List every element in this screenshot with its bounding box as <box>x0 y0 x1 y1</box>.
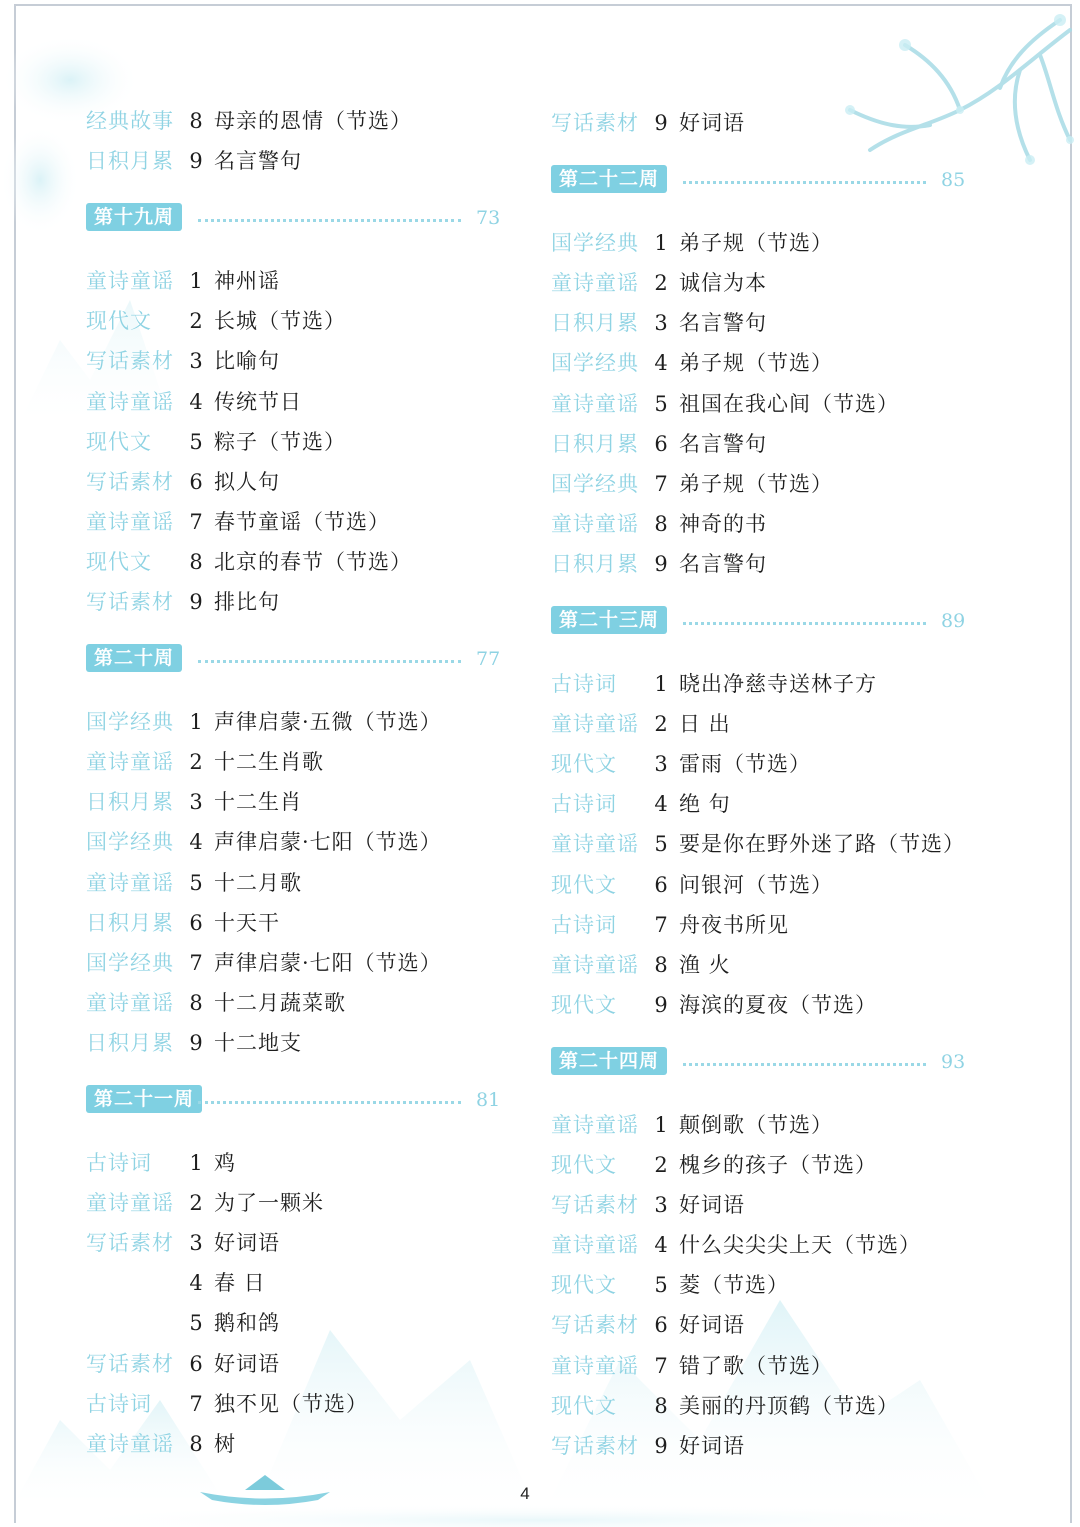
entry-title: 十天干 <box>214 910 280 935</box>
toc-entry[interactable] <box>551 1105 971 1145</box>
entry-category: 现代文 <box>86 549 152 574</box>
entry-number: 8 <box>189 1431 203 1456</box>
entry-category: 写话素材 <box>551 111 639 135</box>
entry-title: 好词语 <box>214 1351 280 1376</box>
toc-entry[interactable] <box>551 1305 971 1345</box>
toc-entry[interactable] <box>551 744 971 784</box>
week-badge: 第十九周 <box>86 203 182 231</box>
entry-number: 4 <box>189 1271 203 1296</box>
toc-entry[interactable] <box>86 822 506 862</box>
entry-number: 6 <box>654 431 668 456</box>
entry-title: 晓出净慈寺送林子方 <box>679 672 877 696</box>
entry-number: 6 <box>189 910 203 935</box>
toc-entry[interactable] <box>551 1346 971 1386</box>
toc-entry[interactable] <box>86 542 506 582</box>
dot-leader <box>198 1087 461 1104</box>
entry-title: 十二月蔬菜歌 <box>214 990 346 1015</box>
entry-number: 1 <box>654 672 668 696</box>
toc-entry[interactable] <box>86 983 506 1023</box>
entry-category: 童诗童谣 <box>551 1353 639 1378</box>
entry-title: 拟人句 <box>214 469 280 494</box>
toc-entry[interactable] <box>86 1023 506 1063</box>
toc-entry[interactable] <box>551 424 971 464</box>
entry-category: 童诗童谣 <box>551 952 639 977</box>
toc-entry[interactable] <box>86 782 506 822</box>
dot-leader <box>683 1049 926 1066</box>
toc-entry[interactable] <box>86 1384 506 1424</box>
entry-number: 5 <box>654 832 668 857</box>
entry-number: 8 <box>654 1393 668 1418</box>
entry-category: 日积月累 <box>86 910 174 935</box>
toc-entry[interactable] <box>551 1386 971 1426</box>
entry-category: 日积月累 <box>551 551 639 576</box>
entry-title: 独不见（节选） <box>214 1391 368 1416</box>
entry-title: 神州谣 <box>214 269 280 294</box>
entry-title: 排比句 <box>214 590 280 614</box>
entry-category: 国学经典 <box>86 830 174 855</box>
entry-number: 5 <box>189 429 203 454</box>
page-number: 4 <box>520 1484 530 1503</box>
entry-category: 写话素材 <box>551 1313 639 1338</box>
entry-category: 现代文 <box>551 1273 617 1298</box>
week-page-number: 81 <box>476 1089 501 1111</box>
week-heading[interactable] <box>551 163 981 197</box>
toc-entry[interactable] <box>86 1303 506 1343</box>
entry-title: 弟子规（节选） <box>679 351 833 376</box>
entry-category: 童诗童谣 <box>86 750 174 775</box>
entry-category: 日积月累 <box>86 149 174 174</box>
entry-category: 童诗童谣 <box>551 832 639 857</box>
entry-title: 错了歌（节选） <box>679 1353 833 1378</box>
week-badge: 第二十周 <box>86 644 182 672</box>
entry-number: 6 <box>654 872 668 897</box>
entry-number: 3 <box>654 752 668 777</box>
entry-number: 2 <box>654 271 668 296</box>
entry-title: 粽子（节选） <box>214 429 346 454</box>
toc-entry[interactable] <box>86 1223 506 1263</box>
entry-title: 海滨的夏夜（节选） <box>679 992 877 1017</box>
entry-number: 1 <box>189 1151 203 1175</box>
toc-entry[interactable] <box>86 261 506 301</box>
entry-number: 6 <box>189 469 203 494</box>
entry-title: 好词语 <box>679 111 745 135</box>
toc-entry[interactable] <box>86 1263 506 1303</box>
toc-entry[interactable] <box>551 464 971 504</box>
toc-entry[interactable] <box>551 544 971 584</box>
entry-title: 好词语 <box>679 1433 745 1458</box>
entry-title: 声律启蒙·五微（节选） <box>214 710 442 735</box>
week-badge: 第二十一周 <box>86 1085 202 1113</box>
entry-number: 1 <box>654 1112 668 1137</box>
entry-title: 弟子规（节选） <box>679 471 833 496</box>
entry-category: 现代文 <box>86 309 152 334</box>
entry-title: 声律启蒙·七阳（节选） <box>214 950 442 975</box>
entry-category: 童诗童谣 <box>86 269 174 294</box>
toc-entry[interactable] <box>551 1426 971 1466</box>
entry-number: 9 <box>189 149 203 174</box>
entry-category: 古诗词 <box>551 912 617 937</box>
entry-category: 国学经典 <box>86 950 174 975</box>
entry-title: 槐乡的孩子（节选） <box>679 1153 877 1177</box>
entry-title: 弟子规（节选） <box>679 231 833 256</box>
entry-category: 童诗童谣 <box>551 511 639 536</box>
entry-category: 古诗词 <box>86 1151 152 1175</box>
toc-entry[interactable] <box>86 462 506 502</box>
entry-number: 5 <box>189 870 203 895</box>
week-heading[interactable] <box>86 201 516 235</box>
toc-entry[interactable] <box>86 943 506 983</box>
dot-leader <box>683 608 926 625</box>
entry-title: 祖国在我心间（节选） <box>679 391 899 416</box>
entry-number: 3 <box>654 1193 668 1218</box>
toc-entry[interactable] <box>551 303 971 343</box>
toc-entry[interactable] <box>86 382 506 422</box>
entry-category: 日积月累 <box>551 431 639 456</box>
entry-number: 3 <box>654 311 668 336</box>
dot-leader <box>683 167 926 184</box>
toc-entry[interactable] <box>551 103 971 143</box>
entry-category: 现代文 <box>551 992 617 1017</box>
entry-title: 名言警句 <box>679 551 767 576</box>
toc-entry[interactable] <box>86 502 506 542</box>
entry-category: 童诗童谣 <box>86 1191 174 1216</box>
week-badge: 第二十四周 <box>551 1047 667 1075</box>
entry-number: 7 <box>654 912 668 937</box>
entry-number: 7 <box>189 950 203 975</box>
week-page-number: 73 <box>476 207 501 230</box>
entry-category: 童诗童谣 <box>86 990 174 1015</box>
entry-category: 写话素材 <box>86 1231 174 1256</box>
entry-category: 现代文 <box>551 752 617 777</box>
toc-entry[interactable] <box>551 504 971 544</box>
entry-title: 比喻句 <box>214 349 280 374</box>
entry-category: 写话素材 <box>551 1193 639 1218</box>
entry-number: 4 <box>189 389 203 414</box>
entry-number: 7 <box>654 1353 668 1378</box>
dot-leader <box>198 646 461 663</box>
entry-number: 9 <box>189 590 203 614</box>
entry-title: 渔 火 <box>679 952 731 977</box>
entry-number: 2 <box>189 309 203 334</box>
toc-entry[interactable] <box>86 1424 506 1464</box>
entry-category: 童诗童谣 <box>551 1112 639 1137</box>
entry-category: 童诗童谣 <box>86 389 174 414</box>
toc-entry[interactable] <box>86 101 506 141</box>
entry-number: 2 <box>189 750 203 775</box>
week-page-number: 89 <box>941 610 966 632</box>
entry-title: 鹅和鸽 <box>214 1311 280 1336</box>
toc-entry[interactable] <box>86 903 506 943</box>
toc-entry[interactable] <box>86 1344 506 1384</box>
toc-entry[interactable] <box>551 865 971 905</box>
week-page-number: 93 <box>941 1050 966 1073</box>
entry-title: 好词语 <box>679 1193 745 1218</box>
entry-title: 春 日 <box>214 1271 266 1296</box>
entry-category: 童诗童谣 <box>86 1431 174 1456</box>
week-badge: 第二十二周 <box>551 165 667 193</box>
entry-number: 4 <box>189 830 203 855</box>
entry-title: 十二生肖 <box>214 790 302 815</box>
entry-number: 9 <box>654 111 668 135</box>
entry-category: 日积月累 <box>86 790 174 815</box>
toc-entry[interactable] <box>86 742 506 782</box>
entry-category: 经典故事 <box>86 109 174 133</box>
entry-number: 7 <box>189 1391 203 1416</box>
toc-entry[interactable] <box>551 263 971 303</box>
toc-entry[interactable] <box>551 343 971 383</box>
entry-category: 写话素材 <box>86 590 174 614</box>
entry-title: 长城（节选） <box>214 309 346 334</box>
week-badge: 第二十三周 <box>551 606 667 634</box>
entry-number: 3 <box>189 1231 203 1256</box>
entry-number: 9 <box>654 1433 668 1458</box>
entry-category: 古诗词 <box>551 672 617 696</box>
entry-number: 8 <box>654 511 668 536</box>
entry-title: 春节童谣（节选） <box>214 509 390 534</box>
entry-number: 1 <box>189 710 203 735</box>
toc-entry[interactable] <box>86 301 506 341</box>
entry-number: 5 <box>654 1273 668 1298</box>
entry-title: 名言警句 <box>214 149 302 174</box>
toc-entry[interactable] <box>551 1265 971 1305</box>
toc-entry[interactable] <box>551 664 971 704</box>
toc-entry[interactable] <box>551 1145 971 1185</box>
entry-category: 写话素材 <box>86 349 174 374</box>
entry-number: 2 <box>189 1191 203 1216</box>
entry-title: 舟夜书所见 <box>679 912 789 937</box>
entry-title: 十二生肖歌 <box>214 750 324 775</box>
entry-number: 9 <box>654 992 668 1017</box>
entry-number: 2 <box>654 1153 668 1177</box>
entry-number: 8 <box>654 952 668 977</box>
entry-category: 童诗童谣 <box>551 1233 639 1258</box>
entry-title: 神奇的书 <box>679 511 767 536</box>
entry-title: 北京的春节（节选） <box>214 549 412 574</box>
toc-entry[interactable] <box>551 824 971 864</box>
entry-category: 日积月累 <box>551 311 639 336</box>
entry-title: 好词语 <box>679 1313 745 1338</box>
week-heading[interactable] <box>551 604 981 638</box>
entry-title: 问银河（节选） <box>679 872 833 897</box>
entry-title: 十二地支 <box>214 1030 302 1055</box>
week-heading[interactable] <box>551 1045 981 1079</box>
toc-entry[interactable] <box>86 422 506 462</box>
entry-category: 童诗童谣 <box>551 271 639 296</box>
entry-number: 3 <box>189 790 203 815</box>
toc-entry[interactable] <box>551 905 971 945</box>
week-heading[interactable] <box>86 1083 516 1117</box>
entry-category: 日积月累 <box>86 1030 174 1055</box>
entry-title: 诚信为本 <box>679 271 767 296</box>
entry-title: 名言警句 <box>679 431 767 456</box>
entry-category: 写话素材 <box>86 469 174 494</box>
entry-title: 树 <box>214 1431 236 1456</box>
entry-category: 写话素材 <box>86 1351 174 1376</box>
toc-entry[interactable] <box>86 582 506 622</box>
entry-number: 6 <box>654 1313 668 1338</box>
entry-title: 日 出 <box>679 712 731 737</box>
toc-entry[interactable] <box>551 985 971 1025</box>
entry-category: 现代文 <box>86 429 152 454</box>
entry-title: 菱（节选） <box>679 1273 789 1298</box>
entry-title: 什么尖尖尖上天（节选） <box>679 1233 921 1258</box>
entry-category: 写话素材 <box>551 1433 639 1458</box>
entry-number: 4 <box>654 792 668 817</box>
entry-title: 要是你在野外迷了路（节选） <box>679 832 965 857</box>
entry-category: 国学经典 <box>86 710 174 735</box>
entry-title: 母亲的恩情（节选） <box>214 109 412 133</box>
entry-number: 5 <box>189 1311 203 1336</box>
entry-number: 1 <box>189 269 203 294</box>
toc-entry[interactable] <box>551 704 971 744</box>
entry-title: 美丽的丹顶鹤（节选） <box>679 1393 899 1418</box>
entry-number: 4 <box>654 1233 668 1258</box>
entry-number: 8 <box>189 990 203 1015</box>
entry-number: 9 <box>189 1030 203 1055</box>
toc-entry[interactable] <box>86 1183 506 1223</box>
entry-title: 雷雨（节选） <box>679 752 811 777</box>
entry-number: 7 <box>189 509 203 534</box>
entry-category: 童诗童谣 <box>86 870 174 895</box>
entry-category: 现代文 <box>551 872 617 897</box>
entry-number: 8 <box>189 109 203 133</box>
entry-title: 鸡 <box>214 1151 236 1175</box>
entry-title: 十二月歌 <box>214 870 302 895</box>
entry-number: 9 <box>654 551 668 576</box>
entry-title: 为了一颗米 <box>214 1191 324 1216</box>
toc-entry[interactable] <box>86 341 506 381</box>
dot-leader <box>198 205 461 222</box>
week-page-number: 77 <box>476 648 501 671</box>
week-page-number: 85 <box>941 169 966 192</box>
toc-entry[interactable] <box>86 141 506 181</box>
entry-number: 8 <box>189 549 203 574</box>
entry-title: 名言警句 <box>679 311 767 336</box>
entry-category: 国学经典 <box>551 351 639 376</box>
entry-category: 现代文 <box>551 1153 617 1177</box>
toc-entry[interactable] <box>86 1143 506 1183</box>
entry-category: 童诗童谣 <box>551 712 639 737</box>
entry-category: 童诗童谣 <box>551 391 639 416</box>
entry-number: 3 <box>189 349 203 374</box>
entry-title: 绝 句 <box>679 792 731 817</box>
entry-category: 国学经典 <box>551 471 639 496</box>
entry-category: 现代文 <box>551 1393 617 1418</box>
entry-number: 6 <box>189 1351 203 1376</box>
toc-entry[interactable] <box>86 863 506 903</box>
entry-category: 古诗词 <box>86 1391 152 1416</box>
toc-entry[interactable] <box>551 384 971 424</box>
toc-entry[interactable] <box>551 223 971 263</box>
entry-title: 传统节日 <box>214 389 302 414</box>
entry-category: 古诗词 <box>551 792 617 817</box>
toc-entry[interactable] <box>86 702 506 742</box>
entry-number: 4 <box>654 351 668 376</box>
entry-number: 7 <box>654 471 668 496</box>
entry-number: 5 <box>654 391 668 416</box>
entry-category: 童诗童谣 <box>86 509 174 534</box>
toc-entry[interactable] <box>551 1185 971 1225</box>
entry-number: 1 <box>654 231 668 256</box>
entry-number: 2 <box>654 712 668 737</box>
toc-entry[interactable] <box>551 1225 971 1265</box>
entry-title: 好词语 <box>214 1231 280 1256</box>
entry-title: 声律启蒙·七阳（节选） <box>214 830 442 855</box>
entry-category: 国学经典 <box>551 231 639 256</box>
entry-title: 颠倒歌（节选） <box>679 1112 833 1137</box>
toc-entry[interactable] <box>551 784 971 824</box>
week-heading[interactable] <box>86 642 516 676</box>
toc-entry[interactable] <box>551 945 971 985</box>
